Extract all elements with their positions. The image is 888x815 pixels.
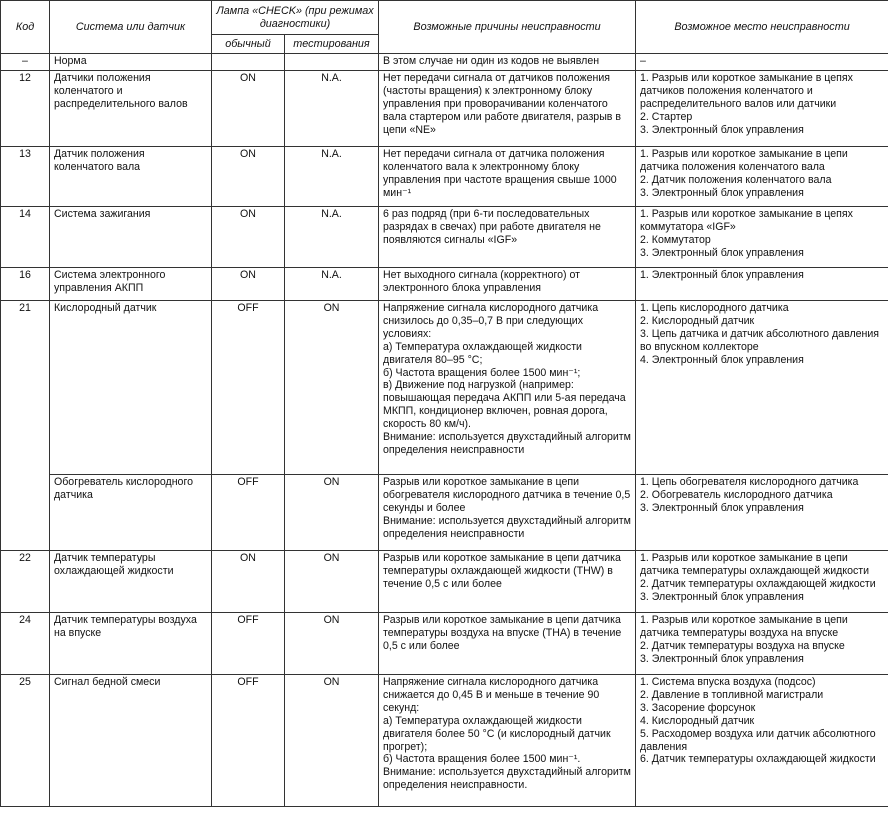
table-row xyxy=(1,475,888,551)
table-row xyxy=(1,207,888,268)
cell-code: 25 xyxy=(1,675,50,807)
table-row xyxy=(1,613,888,675)
cell-causes: Разрыв или короткое замыкание в цепи обогревателя кислородного датчика в течение 0,5 секунды и более Внимание: используется двухстадийный алгоритм определения неисправности xyxy=(379,475,636,551)
cell-location: 1. Разрыв или короткое замыкание в цепи датчика температуры воздуха на впуске 2. Датчик температуры воздуха на впуске 3. Электронный блок управления xyxy=(636,613,888,675)
cell-testing xyxy=(285,54,379,71)
cell-testing: N.A. xyxy=(285,207,379,268)
cell-code: 22 xyxy=(1,551,50,613)
header-code: Код xyxy=(1,1,50,54)
cell-causes: В этом случае ни один из кодов не выявлен xyxy=(379,54,636,71)
cell-causes: Напряжение сигнала кислородного датчика снизилось до 0,35–0,7 В при следующих условиях: а) Температура охлаждающей жидкости двигателя 80–95 °С; б) Частота вращения более 1500 мин⁻¹; в) Движение под нагрузкой (например: повышающая передача АКПП или 5-ая передача МКПП, кондиционер включен, ровная дорога, скорость 80 км/ч). Внимание: используется двухстадийный алгоритм определения неисправности xyxy=(379,301,636,475)
cell-normal xyxy=(212,54,285,71)
cell-causes: Нет передачи сигнала от датчиков положения (частоты вращения) к электронному блоку управления при проворачивании коленчатого вала стартером или работе двигателя, разрыв в цепи «NE» xyxy=(379,71,636,147)
header-location: Возможное место неисправности xyxy=(636,1,888,54)
header-testing: тестирования xyxy=(285,35,379,54)
cell-testing: ON xyxy=(285,613,379,675)
cell-normal: ON xyxy=(212,551,285,613)
cell-code: – xyxy=(1,54,50,71)
table-row xyxy=(1,551,888,613)
cell-testing: ON xyxy=(285,301,379,475)
table-row xyxy=(1,268,888,301)
header-normal: обычный xyxy=(212,35,285,54)
cell-testing: N.A. xyxy=(285,71,379,147)
cell-normal: OFF xyxy=(212,475,285,551)
cell-causes: Нет выходного сигнала (корректного) от электронного блока управления xyxy=(379,268,636,301)
cell-location: 1. Цепь кислородного датчика 2. Кислородный датчик 3. Цепь датчика и датчик абсолютного давления во впускном коллекторе 4. Электронный блок управления xyxy=(636,301,888,475)
cell-location: 1. Разрыв или короткое замыкание в цепи датчика температуры охлаждающей жидкости 2. Датчик температуры охлаждающей жидкости 3. Электронный блок управления xyxy=(636,551,888,613)
cell-normal: OFF xyxy=(212,613,285,675)
cell-system: Система зажигания xyxy=(50,207,212,268)
cell-location: 1. Разрыв или короткое замыкание в цепях коммутатора «IGF» 2. Коммутатор 3. Электронный блок управления xyxy=(636,207,888,268)
cell-normal: ON xyxy=(212,207,285,268)
table-row xyxy=(1,147,888,207)
table-row xyxy=(1,54,888,71)
cell-normal: OFF xyxy=(212,675,285,807)
cell-testing: ON xyxy=(285,675,379,807)
cell-location: 1. Электронный блок управления xyxy=(636,268,888,301)
cell-causes: Разрыв или короткое замыкание в цепи датчика температуры охлаждающей жидкости (THW) в течение 0,5 с или более xyxy=(379,551,636,613)
table-row xyxy=(1,71,888,147)
cell-system: Датчик положения коленчатого вала xyxy=(50,147,212,207)
cell-location: 1. Цепь обогревателя кислородного датчика 2. Обогреватель кислородного датчика 3. Электронный блок управления xyxy=(636,475,888,551)
cell-code: 21 xyxy=(1,301,50,551)
header-causes: Возможные причины неисправности xyxy=(379,1,636,54)
cell-normal: ON xyxy=(212,147,285,207)
cell-testing: N.A. xyxy=(285,147,379,207)
cell-normal: ON xyxy=(212,71,285,147)
cell-code: 16 xyxy=(1,268,50,301)
cell-code: 13 xyxy=(1,147,50,207)
cell-system: Кислородный датчик xyxy=(50,301,212,475)
cell-code: 24 xyxy=(1,613,50,675)
cell-causes: Разрыв или короткое замыкание в цепи датчика температуры воздуха на впуске (THA) в течение 0,5 с или более xyxy=(379,613,636,675)
cell-system: Норма xyxy=(50,54,212,71)
cell-normal: OFF xyxy=(212,301,285,475)
cell-causes: Напряжение сигнала кислородного датчика снижается до 0,45 В и меньше в течение 90 секунд: а) Температура охлаждающей жидкости двигателя более 50 °С (и кислородный датчик прогрет); б) Частота вращения более 1500 мин⁻¹. Внимание: используется двухстадийный алгоритм определения неисправности. xyxy=(379,675,636,807)
cell-causes: 6 раз подряд (при 6-ти последовательных разрядах в свечах) при работе двигателя не появляются сигналы «IGF» xyxy=(379,207,636,268)
table-row xyxy=(1,675,888,807)
cell-system: Датчик температуры охлаждающей жидкости xyxy=(50,551,212,613)
cell-location: 1. Система впуска воздуха (подсос) 2. Давление в топливной магистрали 3. Засорение форсунок 4. Кислородный датчик 5. Расходомер воздуха или датчик абсолютного давления 6. Датчик температуры охлаждающей жидкости xyxy=(636,675,888,807)
cell-system: Датчики положения коленчатого и распределительного валов xyxy=(50,71,212,147)
cell-location: – xyxy=(636,54,888,71)
cell-code: 12 xyxy=(1,71,50,147)
table-row xyxy=(1,301,888,475)
cell-testing: ON xyxy=(285,475,379,551)
header-lamp: Лампа «CHECK» (при режимах диагностики) xyxy=(212,1,379,35)
cell-system: Обогреватель кислородного датчика xyxy=(50,475,212,551)
cell-system: Датчик температуры воздуха на впуске xyxy=(50,613,212,675)
cell-location: 1. Разрыв или короткое замыкание в цепи датчика положения коленчатого вала 2. Датчик положения коленчатого вала 3. Электронный блок управления xyxy=(636,147,888,207)
cell-system: Сигнал бедной смеси xyxy=(50,675,212,807)
header-system: Система или датчик xyxy=(50,1,212,54)
cell-causes: Нет передачи сигнала от датчика положения коленчатого вала к электронному блоку управления при частоте вращения свыше 1000 мин⁻¹ xyxy=(379,147,636,207)
cell-normal: ON xyxy=(212,268,285,301)
cell-location: 1. Разрыв или короткое замыкание в цепях датчиков положения коленчатого и распределительного валов или датчики 2. Стартер 3. Электронный блок управления xyxy=(636,71,888,147)
cell-testing: N.A. xyxy=(285,268,379,301)
cell-system: Система электронного управления АКПП xyxy=(50,268,212,301)
cell-code: 14 xyxy=(1,207,50,268)
cell-testing: ON xyxy=(285,551,379,613)
